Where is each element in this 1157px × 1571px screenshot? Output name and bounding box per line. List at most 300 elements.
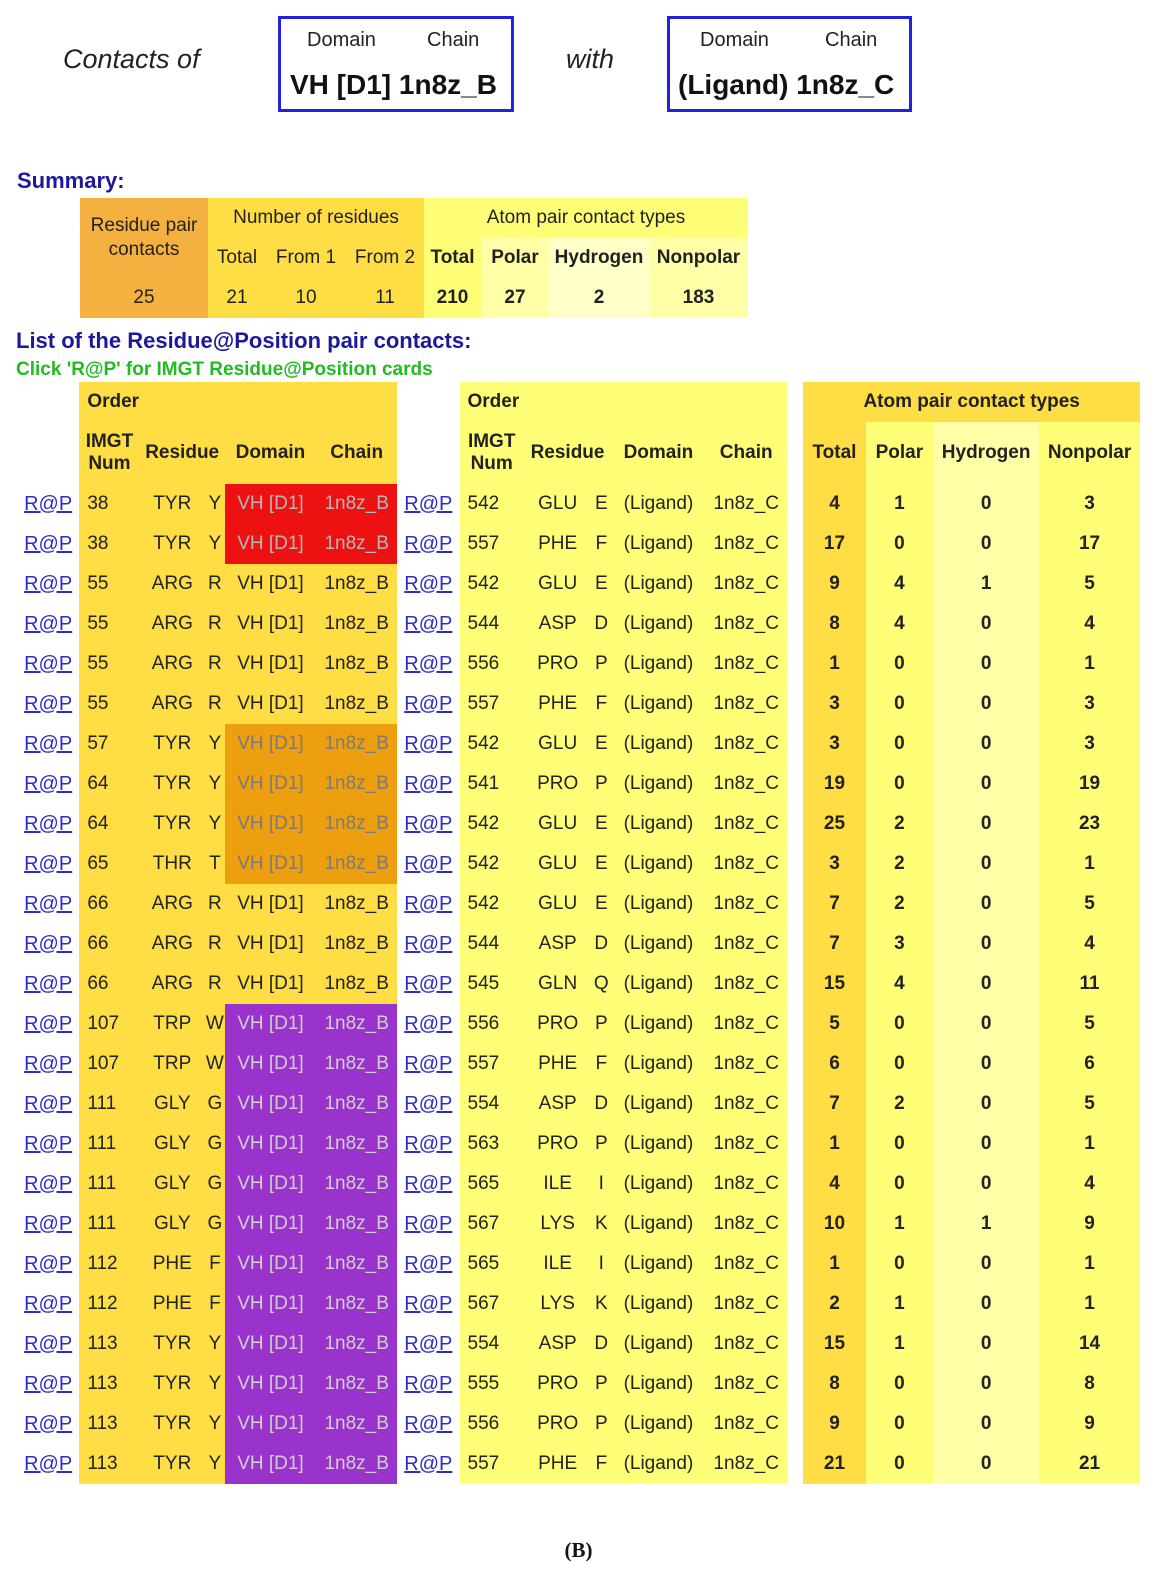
imgt-num-1: 55: [79, 564, 139, 604]
imgt-num-2: 555: [460, 1364, 524, 1404]
atom-hydrogen: 0: [933, 524, 1039, 564]
domain-1: VH [D1]: [225, 684, 316, 724]
contacts-rows: [17, 484, 1140, 1484]
domain-2: (Ligand): [611, 1364, 706, 1404]
residue-position-link[interactable]: R@P: [397, 1004, 459, 1044]
atom-total: 5: [803, 1004, 865, 1044]
residue-2: PRO: [524, 1004, 592, 1044]
domain-2: (Ligand): [611, 1044, 706, 1084]
chain-2: 1n8z_C: [706, 1164, 787, 1204]
domain-1: VH [D1]: [225, 1044, 316, 1084]
row-gap: [787, 1004, 804, 1044]
chain-2: 1n8z_C: [706, 1364, 787, 1404]
domain-1: VH [D1]: [225, 764, 316, 804]
atom-hydrogen: 0: [933, 804, 1039, 844]
domain-1: VH [D1]: [225, 964, 316, 1004]
atom-total: 7: [803, 884, 865, 924]
residue-code-1: R: [205, 964, 225, 1004]
row-gap: [787, 1364, 804, 1404]
table-row: [17, 524, 1140, 564]
imgt-num-1: 112: [79, 1284, 139, 1324]
imgt-num-2: 542: [460, 844, 524, 884]
imgt-num-2: 565: [460, 1164, 524, 1204]
residue-position-link[interactable]: R@P: [17, 1084, 79, 1124]
residue-position-link[interactable]: R@P: [397, 1124, 459, 1164]
residue-code-2: P: [591, 764, 611, 804]
atom-hydrogen: 0: [933, 1444, 1039, 1484]
atom-total: 15: [803, 1324, 865, 1364]
residue-code-2: P: [591, 1124, 611, 1164]
atom-polar: 1: [866, 1284, 934, 1324]
residue-code-1: G: [205, 1164, 225, 1204]
row-gap: [787, 724, 804, 764]
table-row: [17, 844, 1140, 884]
atom-polar: 0: [866, 724, 934, 764]
target-domain-label: Domain: [700, 29, 769, 51]
domain-2: (Ligand): [611, 1204, 706, 1244]
chain-1: 1n8z_B: [316, 1444, 397, 1484]
chain-2: 1n8z_C: [706, 1204, 787, 1244]
chain-2: 1n8z_C: [706, 1284, 787, 1324]
residue-position-link[interactable]: R@P: [17, 1164, 79, 1204]
atom-polar: 2: [866, 1084, 934, 1124]
residue-code-2: F: [591, 684, 611, 724]
residue-position-link[interactable]: R@P: [17, 924, 79, 964]
table-row: [17, 684, 1140, 724]
atom-hydrogen: 0: [933, 644, 1039, 684]
residue-position-link[interactable]: R@P: [397, 484, 459, 524]
atom-nonpolar: 23: [1039, 804, 1140, 844]
domain-2: (Ligand): [611, 884, 706, 924]
residue-2: ASP: [524, 604, 592, 644]
atom-nonpolar: 6: [1039, 1044, 1140, 1084]
residue-code-1: W: [205, 1044, 225, 1084]
res-total-header: Total: [208, 238, 266, 278]
domain-1: VH [D1]: [225, 1284, 316, 1324]
residue-2: PRO: [524, 1364, 592, 1404]
domain-1: VH [D1]: [225, 1244, 316, 1284]
atom-polar: 2: [866, 884, 934, 924]
residue-header-2: Residue: [524, 422, 611, 484]
chain-1: 1n8z_B: [316, 724, 397, 764]
residue-code-2: E: [591, 804, 611, 844]
row-gap: [787, 1404, 804, 1444]
chain-1: 1n8z_B: [316, 884, 397, 924]
atom-polar: 0: [866, 684, 934, 724]
residue-code-2: P: [591, 1364, 611, 1404]
residue-2: GLN: [524, 964, 592, 1004]
residue-position-link[interactable]: R@P: [17, 1404, 79, 1444]
residue-position-link[interactable]: R@P: [397, 604, 459, 644]
residue-code-2: P: [591, 1004, 611, 1044]
atom-hydrogen: 0: [933, 1004, 1039, 1044]
chain-2: 1n8z_C: [706, 1244, 787, 1284]
domain-2: (Ligand): [611, 1284, 706, 1324]
residue-1: GLY: [140, 1204, 205, 1244]
residue-position-link[interactable]: R@P: [397, 844, 459, 884]
domain-1: VH [D1]: [225, 484, 316, 524]
residue-position-link[interactable]: R@P: [17, 564, 79, 604]
residue-1: ARG: [140, 644, 205, 684]
residue-position-link[interactable]: R@P: [397, 884, 459, 924]
atom-hydrogen: 0: [933, 1044, 1039, 1084]
imgt-num-1: 111: [79, 1124, 139, 1164]
domain-2: (Ligand): [611, 844, 706, 884]
residue-position-link[interactable]: R@P: [397, 764, 459, 804]
residue-code-1: G: [205, 1084, 225, 1124]
residue-1: PHE: [140, 1284, 205, 1324]
order-header-2: Order: [460, 382, 787, 422]
table-row: [17, 1084, 1140, 1124]
atom-polar: 4: [866, 964, 934, 1004]
chain-1: 1n8z_B: [316, 484, 397, 524]
domain-1: VH [D1]: [225, 564, 316, 604]
table-row: [17, 604, 1140, 644]
residue-position-link[interactable]: R@P: [397, 1284, 459, 1324]
residue-code-2: F: [591, 1044, 611, 1084]
row-gap: [787, 1084, 804, 1124]
chain-1: 1n8z_B: [316, 1084, 397, 1124]
table-row: [17, 484, 1140, 524]
domain-header-1: Domain: [225, 422, 316, 484]
imgt-num-1: 107: [79, 1004, 139, 1044]
res-from1-value: 10: [266, 278, 346, 318]
imgt-num-header-2: IMGT Num: [460, 422, 524, 484]
domain-1: VH [D1]: [225, 724, 316, 764]
atom-polar: 2: [866, 804, 934, 844]
atom-total: 25: [803, 804, 865, 844]
domain-1: VH [D1]: [225, 604, 316, 644]
table-row: [17, 1404, 1140, 1444]
atom-hydrogen: 0: [933, 604, 1039, 644]
atom-nonpolar: 3: [1039, 724, 1140, 764]
atom-hydrogen: 0: [933, 1284, 1039, 1324]
chain-1: 1n8z_B: [316, 1244, 397, 1284]
atom-total: 8: [803, 1364, 865, 1404]
atom-polar: 1: [866, 1204, 934, 1244]
residue-1: THR: [140, 844, 205, 884]
chain-1: 1n8z_B: [316, 964, 397, 1004]
table-row: [17, 1244, 1140, 1284]
residue-1: GLY: [140, 1164, 205, 1204]
residue-position-link[interactable]: R@P: [397, 724, 459, 764]
atom-polar-header: Polar: [481, 238, 549, 278]
residue-position-link[interactable]: R@P: [17, 1204, 79, 1244]
imgt-num-2: 557: [460, 684, 524, 724]
residue-code-2: E: [591, 724, 611, 764]
residue-position-link[interactable]: R@P: [17, 764, 79, 804]
residue-position-link[interactable]: R@P: [17, 844, 79, 884]
residue-position-link[interactable]: R@P: [17, 964, 79, 1004]
atom-pair-contact-types-header: Atom pair contact types: [424, 198, 748, 238]
atom-nonpolar: 9: [1039, 1204, 1140, 1244]
domain-2: (Ligand): [611, 764, 706, 804]
residue-position-link[interactable]: R@P: [17, 804, 79, 844]
residue-1: ARG: [140, 564, 205, 604]
atom-polar: 1: [866, 1324, 934, 1364]
imgt-num-1: 66: [79, 924, 139, 964]
domain-2: (Ligand): [611, 804, 706, 844]
atom-polar: 4: [866, 564, 934, 604]
atom-hydrogen: 0: [933, 924, 1039, 964]
residue-1: ARG: [140, 684, 205, 724]
atom-polar: 0: [866, 1364, 934, 1404]
residue-2: GLU: [524, 484, 592, 524]
residue-position-link[interactable]: R@P: [17, 1004, 79, 1044]
imgt-num-header-1: IMGT Num: [79, 422, 139, 484]
atom-total: 15: [803, 964, 865, 1004]
residue-position-link[interactable]: R@P: [397, 1084, 459, 1124]
atom-polar-value: 27: [481, 278, 549, 318]
residue-position-link[interactable]: R@P: [397, 804, 459, 844]
residue-code-2: Q: [591, 964, 611, 1004]
residue-position-link[interactable]: R@P: [17, 644, 79, 684]
target-chain-label: Chain: [825, 29, 878, 51]
residue-position-link[interactable]: R@P: [17, 1244, 79, 1284]
atom-nonpolar: 14: [1039, 1324, 1140, 1364]
row-gap: [787, 844, 804, 884]
res-total-value: 21: [208, 278, 266, 318]
polar-header: Polar: [866, 422, 934, 484]
residue-position-link[interactable]: R@P: [397, 924, 459, 964]
number-of-residues-header: Number of residues: [208, 198, 424, 238]
residue-1: TYR: [140, 1404, 205, 1444]
residue-1: TYR: [140, 484, 205, 524]
residue-position-link[interactable]: R@P: [397, 1244, 459, 1284]
residue-header-1: Residue: [140, 422, 225, 484]
chain-2: 1n8z_C: [706, 844, 787, 884]
residue-1: TRP: [140, 1004, 205, 1044]
residue-1: ARG: [140, 604, 205, 644]
table-row: [17, 1124, 1140, 1164]
domain-1: VH [D1]: [225, 804, 316, 844]
header-blank: [397, 382, 459, 422]
atom-hydrogen-header: Hydrogen: [549, 238, 649, 278]
residue-code-1: G: [205, 1204, 225, 1244]
imgt-num-1: 38: [79, 524, 139, 564]
atom-nonpolar-header: Nonpolar: [649, 238, 748, 278]
table-row: [17, 1044, 1140, 1084]
chain-1: 1n8z_B: [316, 1004, 397, 1044]
atom-hydrogen: 0: [933, 884, 1039, 924]
table-row: [17, 724, 1140, 764]
residue-code-1: R: [205, 924, 225, 964]
atom-nonpolar: 3: [1039, 484, 1140, 524]
residue-2: ILE: [524, 1164, 592, 1204]
table-row: [17, 924, 1140, 964]
chain-1: 1n8z_B: [316, 924, 397, 964]
atom-hydrogen: 0: [933, 764, 1039, 804]
residue-code-1: Y: [205, 484, 225, 524]
chain-2: 1n8z_C: [706, 884, 787, 924]
table-row: [17, 764, 1140, 804]
residue-1: TYR: [140, 524, 205, 564]
residue-code-1: R: [205, 564, 225, 604]
imgt-num-1: 111: [79, 1084, 139, 1124]
residue-2: ASP: [524, 1324, 592, 1364]
imgt-num-2: 542: [460, 884, 524, 924]
atom-polar: 2: [866, 844, 934, 884]
atom-hydrogen: 0: [933, 684, 1039, 724]
residue-position-link[interactable]: R@P: [17, 884, 79, 924]
atom-total-header: Total: [424, 238, 481, 278]
residue-position-link[interactable]: R@P: [17, 1044, 79, 1084]
imgt-num-2: 554: [460, 1324, 524, 1364]
atom-nonpolar: 17: [1039, 524, 1140, 564]
imgt-num-2: 557: [460, 524, 524, 564]
chain-2: 1n8z_C: [706, 684, 787, 724]
source-domain-value: VH [D1] 1n8z_B: [290, 69, 497, 100]
residue-2: PHE: [524, 1044, 592, 1084]
chain-1: 1n8z_B: [316, 844, 397, 884]
atom-total: 4: [803, 1164, 865, 1204]
chain-2: 1n8z_C: [706, 804, 787, 844]
residue-code-2: I: [591, 1164, 611, 1204]
residue-position-link[interactable]: R@P: [397, 564, 459, 604]
chain-2: 1n8z_C: [706, 564, 787, 604]
chain-1: 1n8z_B: [316, 604, 397, 644]
residue-position-link[interactable]: R@P: [17, 684, 79, 724]
domain-1: VH [D1]: [225, 1444, 316, 1484]
atom-total: 8: [803, 604, 865, 644]
atom-nonpolar: 5: [1039, 884, 1140, 924]
domain-2: (Ligand): [611, 1324, 706, 1364]
atom-hydrogen: 0: [933, 964, 1039, 1004]
domain-2: (Ligand): [611, 1004, 706, 1044]
atom-total: 21: [803, 1444, 865, 1484]
residue-code-1: T: [205, 844, 225, 884]
residue-position-link[interactable]: R@P: [17, 1444, 79, 1484]
imgt-num-1: 55: [79, 644, 139, 684]
residue-position-link[interactable]: R@P: [17, 724, 79, 764]
residue-position-link[interactable]: R@P: [397, 1204, 459, 1244]
atom-nonpolar: 9: [1039, 1404, 1140, 1444]
residue-position-link[interactable]: R@P: [17, 1324, 79, 1364]
domain-1: VH [D1]: [225, 1364, 316, 1404]
imgt-num-1: 57: [79, 724, 139, 764]
domain-2: (Ligand): [611, 1084, 706, 1124]
residue-position-link[interactable]: R@P: [397, 964, 459, 1004]
atom-total: 3: [803, 844, 865, 884]
atom-total: 10: [803, 1204, 865, 1244]
chain-1: 1n8z_B: [316, 1164, 397, 1204]
residue-position-link[interactable]: R@P: [397, 684, 459, 724]
imgt-num-2: 556: [460, 1004, 524, 1044]
residue-position-link[interactable]: R@P: [17, 524, 79, 564]
residue-2: PRO: [524, 764, 592, 804]
table-row: [17, 1324, 1140, 1364]
residue-position-link[interactable]: R@P: [17, 484, 79, 524]
chain-2: 1n8z_C: [706, 764, 787, 804]
table-row: [17, 804, 1140, 844]
residue-position-link[interactable]: R@P: [17, 604, 79, 644]
imgt-num-2: 544: [460, 924, 524, 964]
residue-1: TYR: [140, 1364, 205, 1404]
residue-position-link[interactable]: R@P: [17, 1364, 79, 1404]
imgt-num-2: 542: [460, 804, 524, 844]
table-row: [17, 1364, 1140, 1404]
res-from2-value: 11: [346, 278, 424, 318]
residue-position-link[interactable]: R@P: [397, 1324, 459, 1364]
atom-total: 7: [803, 1084, 865, 1124]
chain-1: 1n8z_B: [316, 1124, 397, 1164]
imgt-num-2: 565: [460, 1244, 524, 1284]
residue-code-1: Y: [205, 524, 225, 564]
imgt-num-1: 107: [79, 1044, 139, 1084]
row-gap: [787, 924, 804, 964]
residue-position-link[interactable]: R@P: [397, 1044, 459, 1084]
atom-total: 7: [803, 924, 865, 964]
chain-1: 1n8z_B: [316, 644, 397, 684]
domain-header-2: Domain: [611, 422, 706, 484]
residue-1: GLY: [140, 1124, 205, 1164]
chain-2: 1n8z_C: [706, 964, 787, 1004]
atom-polar: 1: [866, 484, 934, 524]
table-row: [17, 884, 1140, 924]
residue-1: TYR: [140, 804, 205, 844]
atom-hydrogen: 0: [933, 1324, 1039, 1364]
residue-position-link[interactable]: R@P: [397, 644, 459, 684]
residue-1: GLY: [140, 1084, 205, 1124]
residue-position-link[interactable]: R@P: [397, 1364, 459, 1404]
domain-1: VH [D1]: [225, 1204, 316, 1244]
contacts-of-label: Contacts of: [63, 44, 200, 74]
domain-2: (Ligand): [611, 564, 706, 604]
header-blank: [397, 422, 459, 484]
header-blank: [787, 422, 804, 484]
source-domain-label: Domain: [307, 29, 376, 51]
chain-1: 1n8z_B: [316, 804, 397, 844]
contacts-table: [17, 382, 1140, 1484]
figure-caption: (B): [564, 1538, 593, 1562]
chain-1: 1n8z_B: [316, 1364, 397, 1404]
residue-code-1: Y: [205, 804, 225, 844]
table-row: [17, 1204, 1140, 1244]
atom-nonpolar: 11: [1039, 964, 1140, 1004]
residue-position-link[interactable]: R@P: [17, 1284, 79, 1324]
header-blank: [787, 382, 804, 422]
header-blank: [17, 422, 79, 484]
atom-total: 9: [803, 1404, 865, 1444]
imgt-num-1: 64: [79, 804, 139, 844]
residue-code-2: F: [591, 524, 611, 564]
domain-1: VH [D1]: [225, 524, 316, 564]
atom-polar: 0: [866, 644, 934, 684]
imgt-num-1: 65: [79, 844, 139, 884]
atom-nonpolar: 1: [1039, 1244, 1140, 1284]
atom-nonpolar: 3: [1039, 684, 1140, 724]
residue-code-1: W: [205, 1004, 225, 1044]
chain-1: 1n8z_B: [316, 564, 397, 604]
residue-position-link[interactable]: R@P: [397, 524, 459, 564]
residue-position-link[interactable]: R@P: [397, 1164, 459, 1204]
residue-position-link[interactable]: R@P: [397, 1404, 459, 1444]
chain-1: 1n8z_B: [316, 684, 397, 724]
hydrogen-header: Hydrogen: [933, 422, 1039, 484]
chain-2: 1n8z_C: [706, 1404, 787, 1444]
table-row: [17, 1444, 1140, 1484]
row-gap: [787, 964, 804, 1004]
residue-code-2: D: [591, 1084, 611, 1124]
residue-position-link[interactable]: R@P: [17, 1124, 79, 1164]
residue-position-link[interactable]: R@P: [397, 1444, 459, 1484]
imgt-num-2: 556: [460, 644, 524, 684]
atom-total: 4: [803, 484, 865, 524]
residue-code-2: D: [591, 604, 611, 644]
imgt-num-1: 113: [79, 1364, 139, 1404]
domain-2: (Ligand): [611, 1404, 706, 1444]
chain-1: 1n8z_B: [316, 1284, 397, 1324]
